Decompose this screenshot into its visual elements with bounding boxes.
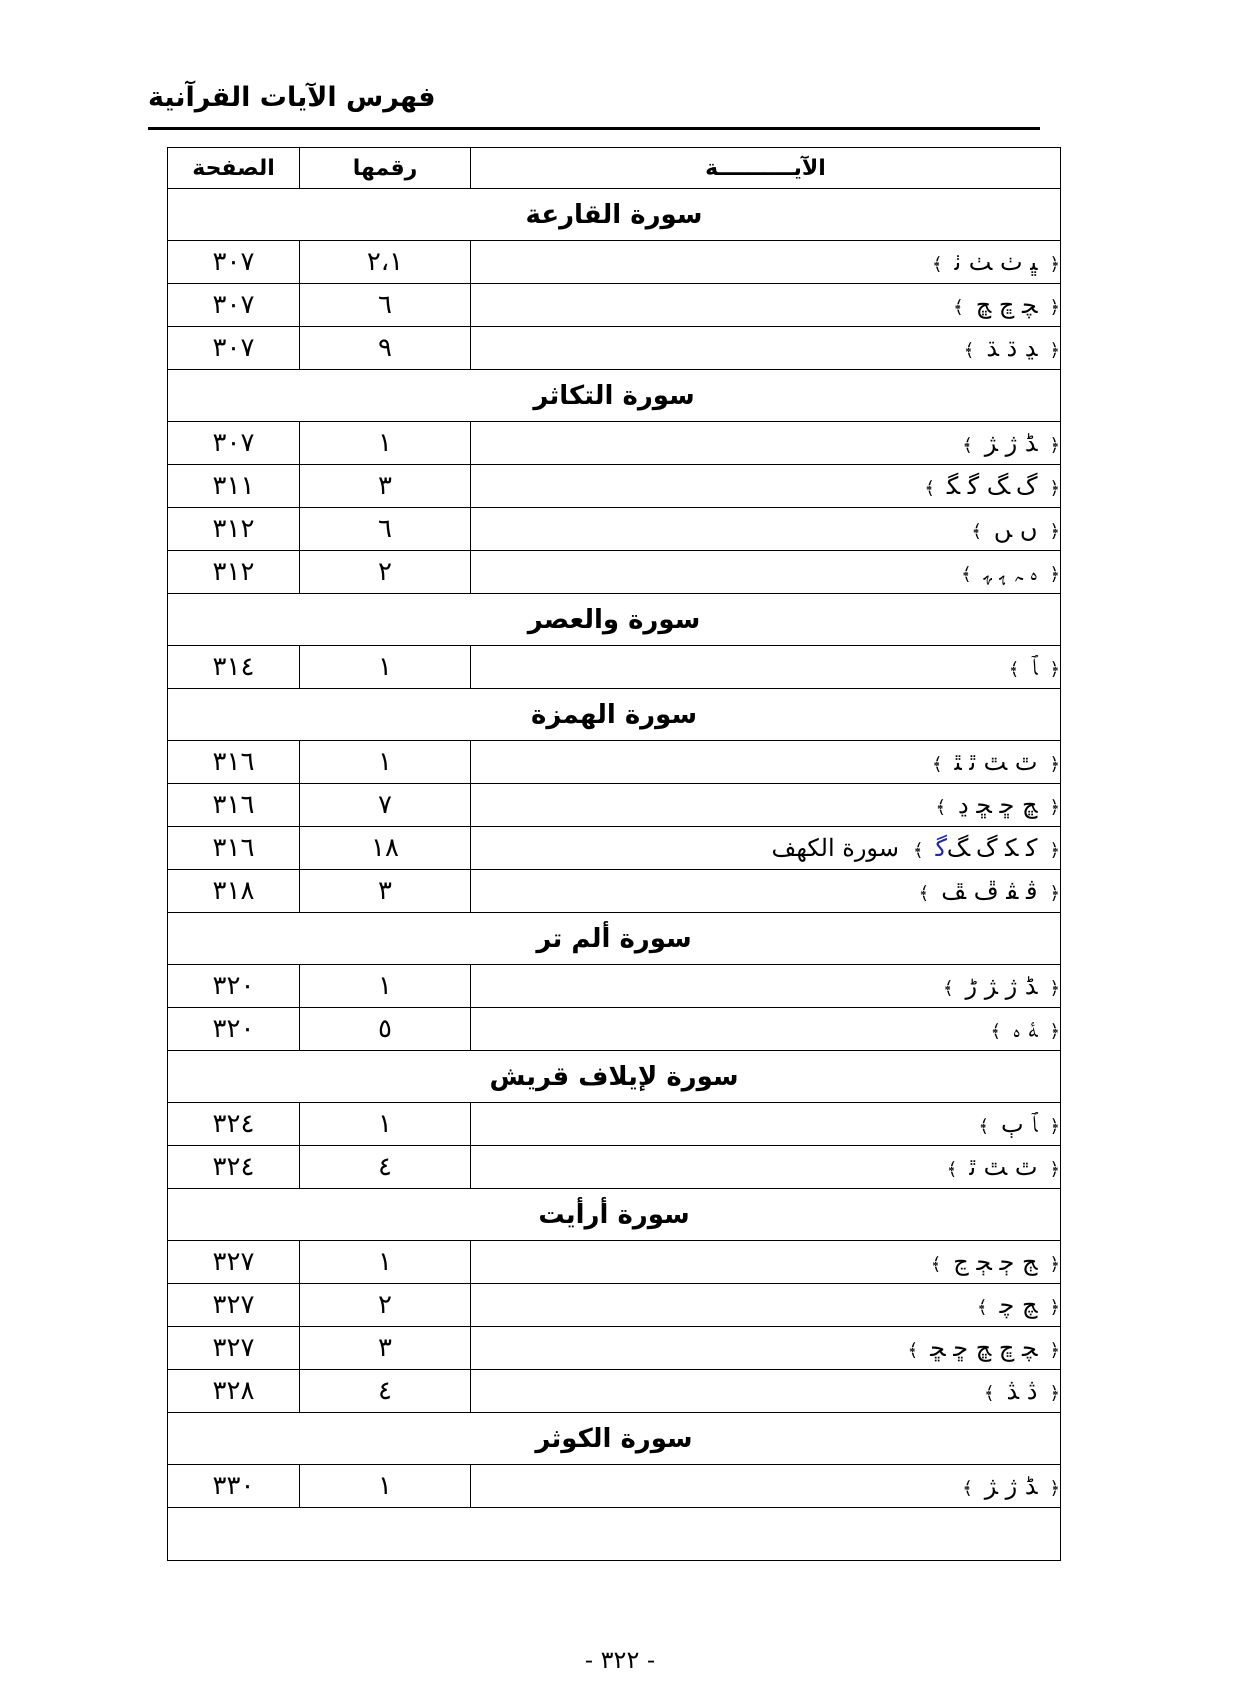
ayah-glyphs: ﭢ ﭣ ﭤ ﭥ [954,748,1038,776]
surah-heading: سورة الكوثر [168,1413,1061,1465]
ayah-number-cell: ١ [300,646,471,689]
ornate-bracket-open-icon: ﴿ [1049,754,1060,775]
ayah-text [941,1248,1049,1276]
empty-cell [168,1508,1061,1561]
ornate-bracket-close-icon: ﴾ [961,564,972,585]
table-row [168,827,1061,870]
ornate-bracket-open-icon: ﴿ [1049,840,1060,861]
ornate-bracket-open-icon: ﴿ [1049,297,1060,318]
column-header-page: الصفحة [168,148,300,189]
ayah-glyphs: ﭽ ﭾ ﭿ [975,291,1038,319]
ayah-glyphs: ﮉ ﮊ ﮋ [984,429,1038,457]
page-cell: ٣١١ [168,465,300,508]
surah-heading: سورة والعصر [168,594,1061,646]
table-header-row [168,148,1061,189]
ayah-number-cell: ٣ [300,1327,471,1370]
page-cell: ٣٠٧ [168,241,300,284]
ayah-number-cell: ٩ [300,327,471,370]
ayah-glyphs: ﮆ ﮇ [1006,1377,1038,1405]
ornate-bracket-close-icon: ﴾ [976,1297,988,1318]
ayah-glyph-highlighted: ﮔ [935,834,947,862]
surah-heading-row [168,1413,1061,1465]
page-cell: ٣٢٤ [168,1103,300,1146]
ayah-number-cell: ٤ [300,1146,471,1189]
ayah-number-cell: ٦ [300,284,471,327]
ornate-bracket-open-icon: ﴿ [1049,883,1060,904]
ornate-bracket-open-icon: ﴿ [1049,978,1060,999]
surah-heading: سورة الهمزة [168,689,1061,741]
ornate-bracket-close-icon: ﴾ [912,840,924,861]
ornate-bracket-open-icon: ﴿ [1049,1021,1060,1042]
table-body [168,189,1061,1561]
ornate-bracket-close-icon: ﴾ [962,435,973,456]
page-cell: ٣٠٧ [168,327,300,370]
ayah-cell [471,422,1061,465]
ornate-bracket-open-icon: ﴿ [1049,1383,1060,1404]
ayah-text [942,248,1049,276]
ayah-text [942,748,1049,776]
table-row [168,1008,1061,1051]
ayah-text [1019,653,1049,681]
table-row [168,241,1061,284]
ornate-bracket-close-icon: ﴾ [935,797,947,818]
ornate-bracket-close-icon: ﴾ [943,978,954,999]
ornate-bracket-close-icon: ﴾ [907,1340,919,1361]
ayah-number-cell: ١ [300,1241,471,1284]
ayah-glyphs: ﭬ ﭭ ﭮ ﭯ [941,877,1038,905]
ayah-number-cell: ٢ [300,551,471,594]
ornate-bracket-close-icon: ﴾ [931,254,943,275]
ayah-index-table [167,147,1061,1561]
ayah-glyphs: ﮥ ﮦ [1013,1015,1038,1043]
page-cell: ٣٢٠ [168,965,300,1008]
ayah-number-cell: ١ [300,422,471,465]
ayah-text [973,429,1050,457]
ayah-glyphs: ﭢ ﭣ ﭤ [969,1153,1038,1181]
ayah-number-cell: ٣ [300,465,471,508]
ayah-cell [471,784,1061,827]
surah-heading-row [168,189,1061,241]
ayah-text [982,515,1050,543]
ornate-bracket-open-icon: ﴿ [1049,478,1060,499]
ornate-bracket-close-icon: ﴾ [983,1383,995,1404]
page-cell: ٣١٢ [168,508,300,551]
surah-reference-note: سورة الكهف [771,834,899,862]
page-cell: ٣٢٧ [168,1327,300,1370]
ayah-number-cell: ٢،١ [300,241,471,284]
ornate-bracket-open-icon: ﴿ [1049,1340,1060,1361]
ayah-cell [471,827,1061,870]
ayah-cell [471,1284,1061,1327]
ayah-cell [471,551,1061,594]
table-row [168,1241,1061,1284]
ayah-text [972,558,1050,586]
ornate-bracket-open-icon: ﴿ [1049,1159,1060,1180]
table-row [168,784,1061,827]
page-cell: ٣٢٧ [168,1241,300,1284]
ayah-number-cell: ١ [300,965,471,1008]
table-row [168,422,1061,465]
table-row [168,1327,1061,1370]
ayah-glyphs: ﮉ ﮊ ﮋ ﮌ [965,972,1038,1000]
ayah-glyphs: ﮐ ﮑ ﮒ ﮓ [946,834,1038,862]
column-header-ayah: الآيــــــــــة [471,148,1061,189]
ayah-cell [471,646,1061,689]
ayah-number-cell: ٢ [300,1284,471,1327]
table-row [168,965,1061,1008]
ayah-text [957,1153,1049,1181]
ayah-text [964,291,1050,319]
table-row [168,1370,1061,1413]
table-row [168,741,1061,784]
ornate-bracket-open-icon: ﴿ [1049,659,1060,680]
ayah-cell [471,327,1061,370]
page-cell: ٣١٦ [168,784,300,827]
surah-heading: سورة التكاثر [168,370,1061,422]
surah-heading-row [168,1189,1061,1241]
table-row [168,284,1061,327]
ayah-number-cell: ١ [300,1103,471,1146]
ornate-bracket-open-icon: ﴿ [1049,254,1060,275]
ayah-number-cell: ٥ [300,1008,471,1051]
ornate-bracket-open-icon: ﴿ [1049,797,1060,818]
surah-heading-row [168,370,1061,422]
ayah-text [929,877,1049,905]
ayah-text [954,972,1050,1000]
table-row [168,465,1061,508]
ornate-bracket-close-icon: ﴾ [978,1116,990,1137]
ayah-cell [471,284,1061,327]
page-cell: ٣٠٧ [168,284,300,327]
ayah-cell [471,1241,1061,1284]
ayah-glyphs: ﭽ ﭾ ﭿ ﮀ ﮁ [930,1334,1038,1362]
ayah-text [1001,1015,1049,1043]
ayah-text [946,791,1049,819]
surah-heading-row [168,689,1061,741]
surah-heading: سورة أرأيت [168,1189,1061,1241]
ornate-bracket-open-icon: ﴿ [1049,435,1060,456]
page-cell: ٣١٢ [168,551,300,594]
ayah-glyphs: ﭑ [1031,653,1038,681]
ayah-glyphs: ﭑ ﭒ [1001,1110,1038,1138]
page-cell: ٣١٦ [168,827,300,870]
ayah-text [918,1334,1049,1362]
ornate-bracket-close-icon: ﴾ [924,478,935,499]
ayah-cell [471,465,1061,508]
page-cell: ٣٢٠ [168,1008,300,1051]
surah-heading: سورة لإيلاف قريش [168,1051,1061,1103]
ornate-bracket-open-icon: ﴿ [1049,1297,1060,1318]
ornate-bracket-close-icon: ﴾ [930,1254,942,1275]
ayah-glyphs: ﭻ ﭼ [999,1291,1038,1319]
page-cell: ٣١٨ [168,870,300,913]
ayah-number-cell: ١٨ [300,827,471,870]
ornate-bracket-close-icon: ﴾ [953,297,964,318]
table-row [168,870,1061,913]
table-row [168,1103,1061,1146]
ornate-bracket-close-icon: ﴾ [990,1021,1002,1042]
column-header-number: رقمها [300,148,471,189]
ayah-text [989,1110,1049,1138]
page-title: فهرس الآيات القرآنية [148,82,436,113]
ayah-glyphs: ﭿ ﮀ ﮁ ﮂ [958,791,1038,819]
ayah-cell [471,1327,1061,1370]
ayah-glyphs: ﮞ ﮟ [993,515,1038,543]
table-row [168,327,1061,370]
page-cell: ٣٢٧ [168,1284,300,1327]
table-row [168,551,1061,594]
table-row [168,646,1061,689]
ayah-text [987,1291,1049,1319]
ayah-number-cell: ٧ [300,784,471,827]
ayah-cell [471,870,1061,913]
ayah-cell [471,241,1061,284]
ayah-cell [471,741,1061,784]
ayah-number-cell: ٤ [300,1370,471,1413]
header-divider [148,127,1040,130]
ayah-cell [471,1103,1061,1146]
ayah-text [995,1377,1050,1405]
page-cell: ٣٢٨ [168,1370,300,1413]
ayah-text [923,834,1049,862]
ornate-bracket-close-icon: ﴾ [963,340,975,361]
ayah-number-cell: ١ [300,741,471,784]
surah-heading: سورة القارعة [168,189,1061,241]
ayah-glyphs: ﮒ ﮓ ﮔ ﮕ [946,472,1038,500]
page-cell: ٣١٤ [168,646,300,689]
table-row [168,1146,1061,1189]
ayah-text [935,472,1050,500]
ayah-cell [471,965,1061,1008]
table-row [168,508,1061,551]
page-cell: ٣١٦ [168,741,300,784]
ornate-bracket-close-icon: ﴾ [946,1159,958,1180]
ornate-bracket-open-icon: ﴿ [1049,340,1060,361]
table-row [168,1284,1061,1327]
page-cell: ٣٠٧ [168,422,300,465]
ornate-bracket-open-icon: ﴿ [1049,1478,1060,1499]
ayah-number-cell: ١ [300,1465,471,1508]
ornate-bracket-open-icon: ﴿ [1049,521,1060,542]
ornate-bracket-open-icon: ﴿ [1049,1254,1060,1275]
surah-heading: سورة ألم تر [168,913,1061,965]
ayah-glyphs: ﮃ ﮄ ﮅ [986,334,1038,362]
ayah-cell [471,1370,1061,1413]
ayah-number-cell: ٦ [300,508,471,551]
ayah-cell [471,1465,1061,1508]
ornate-bracket-open-icon: ﴿ [1049,564,1060,585]
ayah-cell [471,508,1061,551]
ayah-glyphs: ﮦ ﮧ ﮨ ﮩ [983,558,1038,586]
surah-heading-row [168,594,1061,646]
surah-heading-row [168,1051,1061,1103]
ornate-bracket-close-icon: ﴾ [1008,659,1020,680]
ornate-bracket-close-icon: ﴾ [918,883,930,904]
ornate-bracket-close-icon: ﴾ [971,521,982,542]
ayah-glyphs: ﭝ ﭞ ﭟ ﭠ [954,248,1038,276]
page-cell: ٣٢٤ [168,1146,300,1189]
page-cell: ٣٣٠ [168,1465,300,1508]
empty-row [168,1508,1061,1561]
ayah-text [973,1472,1050,1500]
ayah-glyphs: ﮉ ﮊ ﮋ [984,1472,1038,1500]
ornate-bracket-close-icon: ﴾ [931,754,943,775]
ayah-cell [471,1008,1061,1051]
ayah-text [974,334,1049,362]
surah-heading-row [168,913,1061,965]
ayah-cell [471,1146,1061,1189]
ayah-glyphs: ﭳ ﭴ ﭵ ﭶ [953,1248,1038,1276]
page-number: - ٣٢٢ - [584,1646,656,1674]
ayah-number-cell: ٣ [300,870,471,913]
table-row [168,1465,1061,1508]
ornate-bracket-open-icon: ﴿ [1049,1116,1060,1137]
ornate-bracket-close-icon: ﴾ [962,1478,973,1499]
